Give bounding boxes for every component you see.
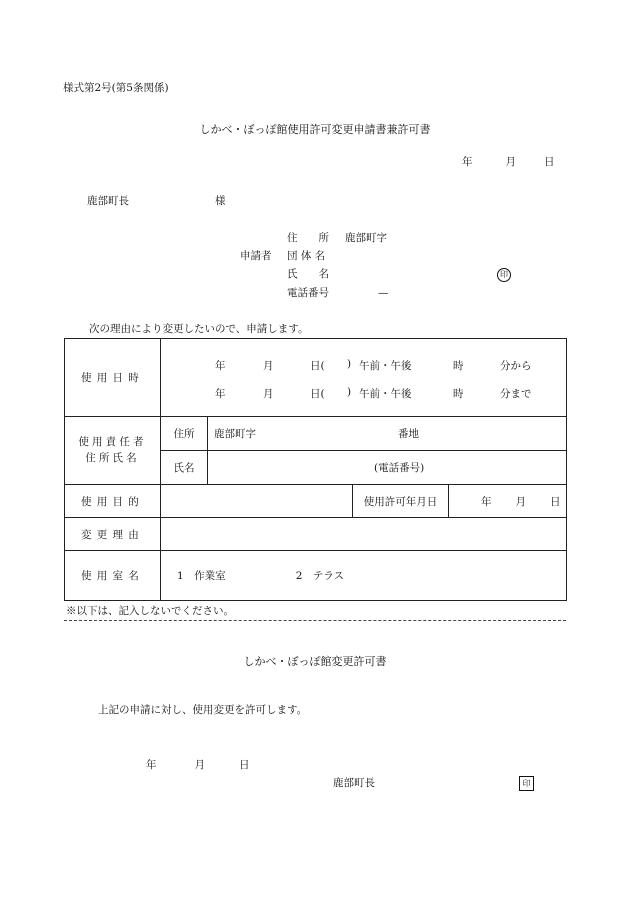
responsible-name-field[interactable]: (電話番号) xyxy=(208,451,567,485)
document-title: しかべ・ぼっぽ館使用許可変更申請書兼許可書 xyxy=(199,123,431,136)
room-option-workroom[interactable]: 1 作業室 xyxy=(177,570,226,582)
date-year: 年 xyxy=(462,156,473,168)
applicant-address-value: 鹿部町字 xyxy=(345,232,387,244)
responsible-name-label: 氏名 xyxy=(161,451,208,485)
application-date xyxy=(462,157,555,168)
addressee-honorific: 様 xyxy=(215,195,226,207)
datetime-from-line: 年 月 日( ) 午前・午後 時 分から xyxy=(215,357,532,372)
room-option-terrace[interactable]: 2 テラス xyxy=(295,570,345,582)
applicant-phone-value: — xyxy=(378,287,389,299)
room-label: 使用室名 xyxy=(65,551,161,601)
applicant-group-row xyxy=(287,251,345,262)
form-number: 様式第2号(第5条関係) xyxy=(63,82,169,94)
applicant-phone-row xyxy=(287,288,389,299)
applicant-label: 申請者 xyxy=(240,250,272,262)
applicant-group-label: 団 体 名 xyxy=(287,250,326,262)
reason-label: 変更理由 xyxy=(65,518,161,551)
reason-field[interactable] xyxy=(161,518,567,551)
permit-date-field[interactable]: 年 月 日 xyxy=(449,485,567,518)
applicant-phone-label: 電話番号 xyxy=(287,287,329,299)
room-row xyxy=(65,551,567,601)
date-month: 月 xyxy=(505,156,516,168)
applicant-name-label: 氏 名 xyxy=(287,268,329,280)
purpose-field[interactable] xyxy=(161,485,353,518)
applicant-address-row xyxy=(287,233,387,244)
responsible-address-field[interactable]: 鹿部町字 番地 xyxy=(208,417,567,451)
responsible-address-row xyxy=(65,417,567,451)
datetime-to-line: 年 月 日( ) 午前・午後 時 分まで xyxy=(215,385,532,400)
permit-title: しかべ・ぼっぽ館変更許可書 xyxy=(243,655,387,668)
permit-text: 上記の申請に対し、使用変更を許可します。 xyxy=(98,704,308,716)
permit-date: 年 月 日 xyxy=(146,759,250,771)
seal-square-icon: 印 xyxy=(519,776,534,791)
cut-line-divider xyxy=(64,620,566,621)
reason-row xyxy=(65,518,567,551)
usage-datetime-cell[interactable] xyxy=(161,339,567,417)
responsible-label: 使用責任者 住所氏名 xyxy=(65,417,161,485)
applicant-name-row xyxy=(287,269,345,280)
purpose-row xyxy=(65,485,567,518)
permit-mayor: 鹿部町長 xyxy=(333,777,375,789)
application-table xyxy=(64,338,567,601)
addressee: 鹿部町長 xyxy=(87,195,129,207)
permit-date-label: 使用許可年月日 xyxy=(353,485,449,518)
usage-datetime-label: 使用日時 xyxy=(65,339,161,417)
intro-text: 次の理由により変更したいので、申請します。 xyxy=(89,323,309,335)
room-options xyxy=(161,551,567,601)
applicant-address-label: 住 所 xyxy=(287,232,329,244)
purpose-label: 使用目的 xyxy=(65,485,161,518)
responsible-address-label: 住所 xyxy=(161,417,208,451)
date-day: 日 xyxy=(544,156,555,168)
office-use-note: ※以下は、記入しないでください。 xyxy=(66,605,234,617)
seal-circle-icon: 印 xyxy=(497,268,511,282)
usage-datetime-row xyxy=(65,339,567,417)
